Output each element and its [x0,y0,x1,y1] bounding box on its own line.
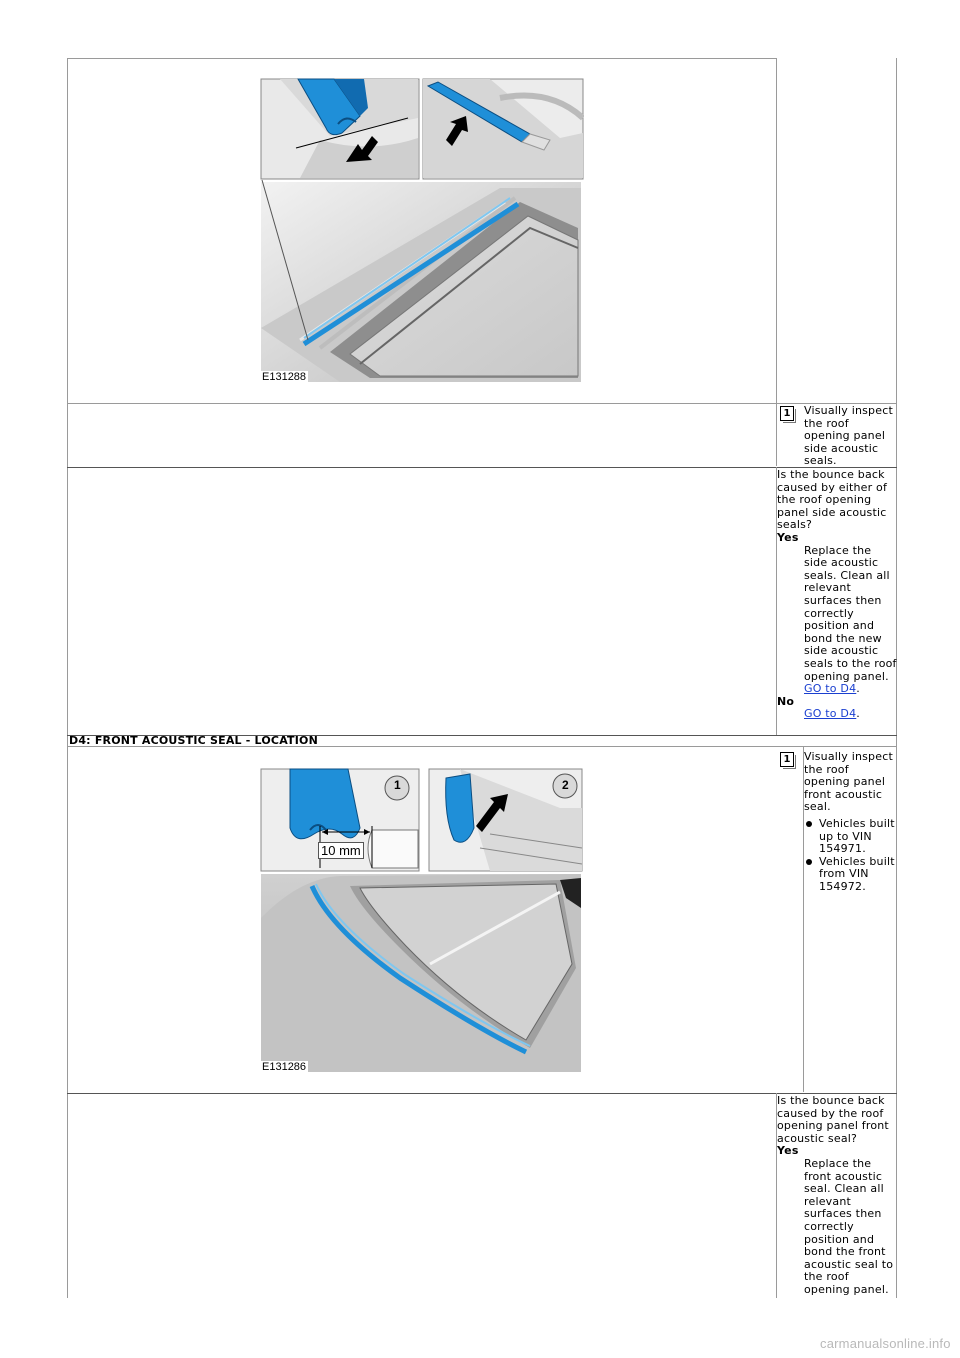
list-item: Vehicles built up to VIN 154971. [777,818,897,856]
no-action: GO to D4. [804,707,860,721]
question-block [777,1095,897,1297]
yes-action-text: Replace the side acoustic seals. Clean all relevant surfaces then correctly position and bond the new side acoustic seals to the roof opening panel. [804,543,897,683]
watermark: carmanualsonline.info [820,1336,951,1351]
question-block [777,469,897,721]
roof-side-seal-illustration [260,78,584,384]
figure-side-seals [260,78,584,384]
figure-label: E131286 [262,1061,307,1073]
figure-front-seal [260,768,584,1074]
go-to-d4-link[interactable]: GO to D4 [804,682,857,696]
roof-front-seal-illustration [260,768,584,1074]
step-instruction: Visually inspect the roof opening panel side acoustic seals. [804,404,893,468]
table-left-border [67,58,68,1298]
section-title: D4: FRONT ACOUSTIC SEAL - LOCATION [69,734,319,747]
measurement-label: 10 mm [318,842,364,859]
column-divider [776,403,777,466]
yes-label: Yes [777,530,799,544]
step-number-badge: 1 [780,752,794,767]
yes-action: Replace the side acoustic seals. Clean all relevant surfaces then correctly position and bond the new side acoustic seals to the roof opening panel. GO to D4. [804,543,897,696]
row-divider [67,1093,897,1094]
column-divider-top [776,58,777,403]
figure-label: E131288 [262,371,307,383]
list-item: Vehicles built from VIN 154972. [777,856,897,894]
yes-label: Yes [777,1144,799,1158]
callout-number: 1 [394,778,401,792]
vin-bullet-list [777,812,897,894]
question-text: Is the bounce back caused by the roof opening panel front acoustic seal? [777,1094,889,1145]
step-number-badge: 1 [780,406,794,421]
step-instruction-block [804,751,896,814]
row-divider [67,403,897,404]
go-to-d4-link[interactable]: GO to D4 [804,707,857,721]
yes-action-text: Replace the front acoustic seal. Clean all relevant surfaces then correctly position and bond the front acoustic seal to the roof opening panel. [804,1156,894,1296]
callout-number: 2 [562,778,569,792]
step-instruction: Visually inspect the roof opening panel front acoustic seal. [804,750,893,814]
question-text: Is the bounce back caused by either of the roof opening panel side acoustic seals? [777,468,888,532]
table-top-border [67,58,777,59]
row-divider [67,467,897,468]
no-label: No [777,694,795,708]
